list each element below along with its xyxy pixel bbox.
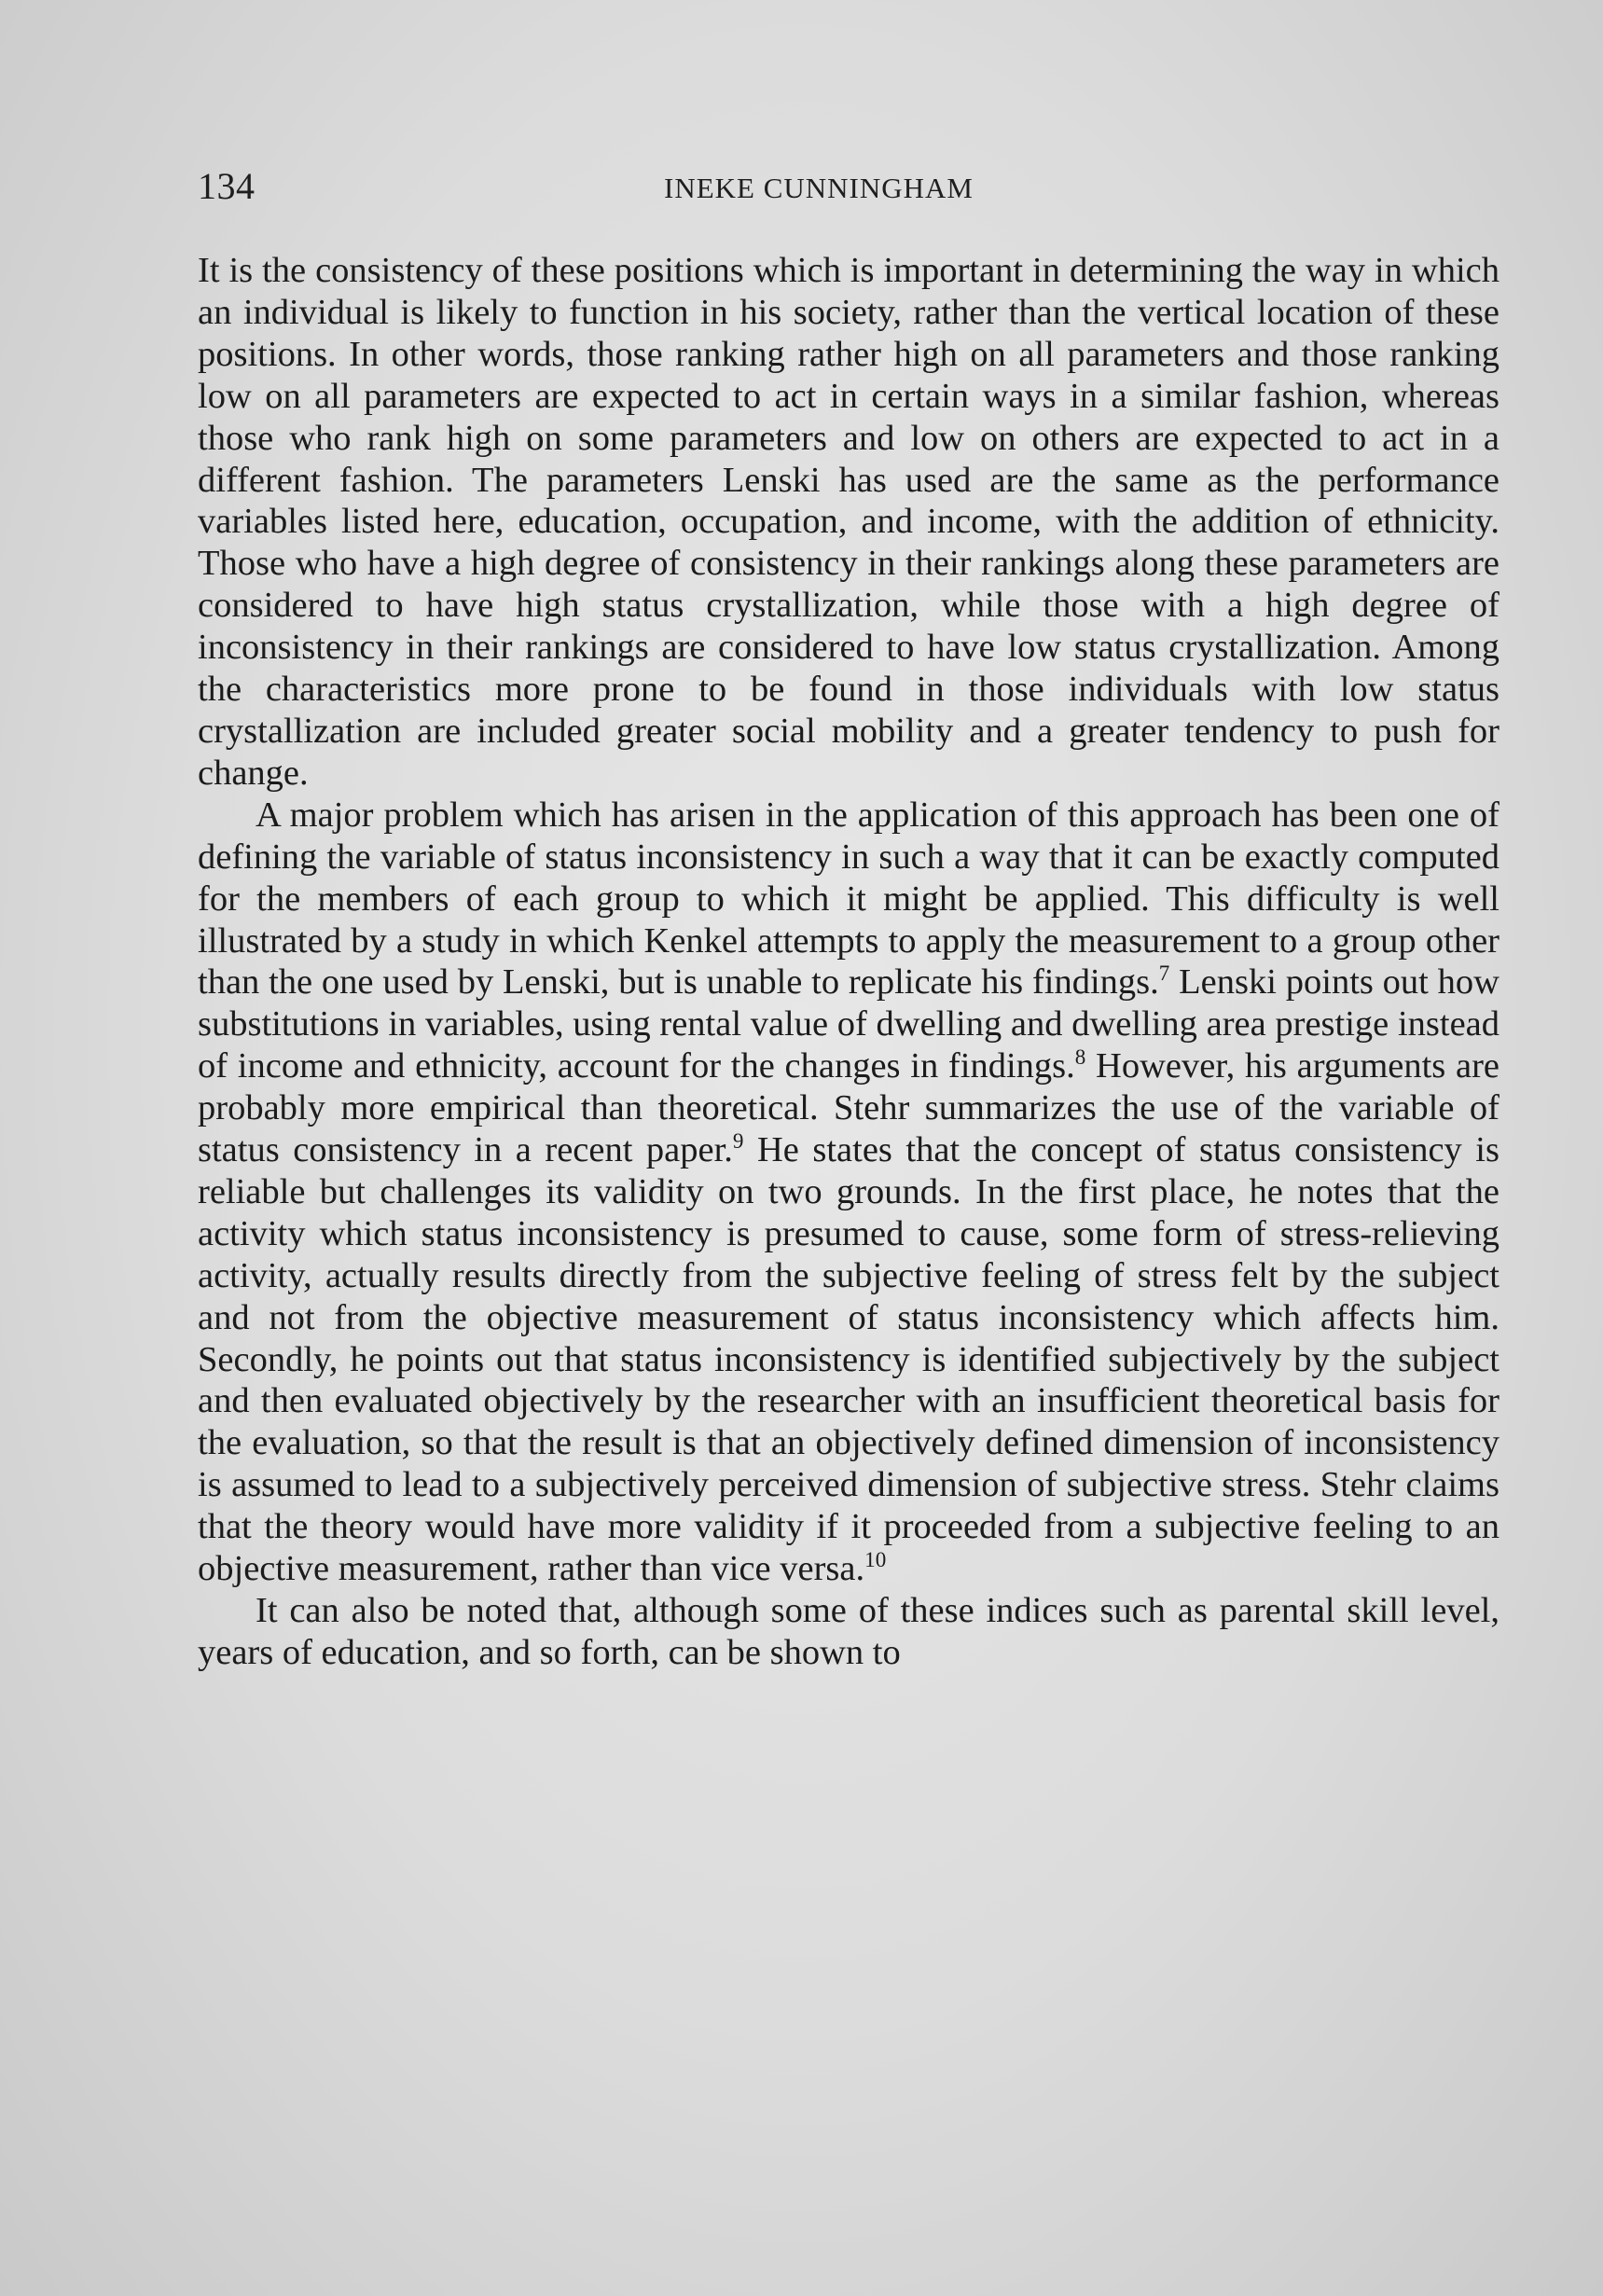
text-run: It can also be noted that, although some of these indices such as parental skill level, years of education, and so forth, can be shown to	[198, 1591, 1499, 1672]
page-number: 134	[198, 165, 256, 207]
paragraph-1	[198, 250, 1499, 795]
body-text	[198, 250, 1499, 1674]
footnote-marker-10[interactable]: 10	[864, 1547, 887, 1572]
text-run: Lenski points out how substitutions in variables, using rental value of dwelling and dwelling area prestige instead of income and ethnicity, account for the changes in findings.	[198, 962, 1499, 1086]
paragraph-3	[198, 1590, 1499, 1674]
running-title: INEKE CUNNINGHAM	[664, 172, 974, 204]
footnote-marker-7[interactable]: 7	[1158, 961, 1170, 986]
paragraph-2	[198, 795, 1499, 1590]
footnote-marker-8[interactable]: 8	[1074, 1044, 1086, 1070]
footnote-marker-9[interactable]: 9	[732, 1128, 744, 1154]
text-run: A major problem which has arisen in the application of this approach has been one of defining the variable of status inconsistency in such a way that it can be exactly computed for the members of each group to which it might be applied. This difficulty is well illustrated by a study in which Kenkel attempts to apply the measurement to a group other than the one used by Lenski, but is unable to replicate his findings.	[198, 795, 1499, 1003]
text-run: He states that the concept of status consistency is reliable but challenges its validity on two grounds. In the first place, he notes that the activity which status inconsistency is presumed to cause, some form of stress-relieving activity, actually results directly from the subjective feeling of stress felt by the subject and not from the objective measurement of status inconsistency which affects him. Secondly, he points out that status inconsistency is identified subjectively by the subject and then evaluated objectively by the researcher with an insufficient theoretical basis for the evaluation, so that the result is that an objectively defined dimension of inconsistency is assumed to lead to a subjectively perceived dimension of subjective stress. Stehr claims that the theory would have more validity if it proceeded from a subjective feeling to an objective measurement, rather than vice versa.	[198, 1130, 1499, 1589]
text-run: It is the consistency of these positions which is important in determining the way in which an individual is likely to function in his society, rather than the vertical location of these positions. In other words, those ranking rather high on all parameters and those ranking low on all parameters are expected to act in certain ways in a similar fashion, whereas those who rank high on some parameters and low on others are expected to act in a different fashion. The parameters Lenski has used are the same as the performance variables listed here, education, occupation, and income, with the addition of ethnicity. Those who have a high degree of consistency in their rankings along these parameters are considered to have high status crystallization, while those with a high degree of inconsistency in their rankings are considered to have low status crystallization. Among the characteristics more prone to be found in those individuals with low status crystallization are included greater social mobility and a greater tendency to push for change.	[198, 251, 1499, 793]
running-head	[198, 164, 1503, 220]
text-run: However, his arguments are probably more empirical than theoretical. Stehr summarizes the use of the variable of status consistency in a recent paper.	[198, 1046, 1500, 1170]
